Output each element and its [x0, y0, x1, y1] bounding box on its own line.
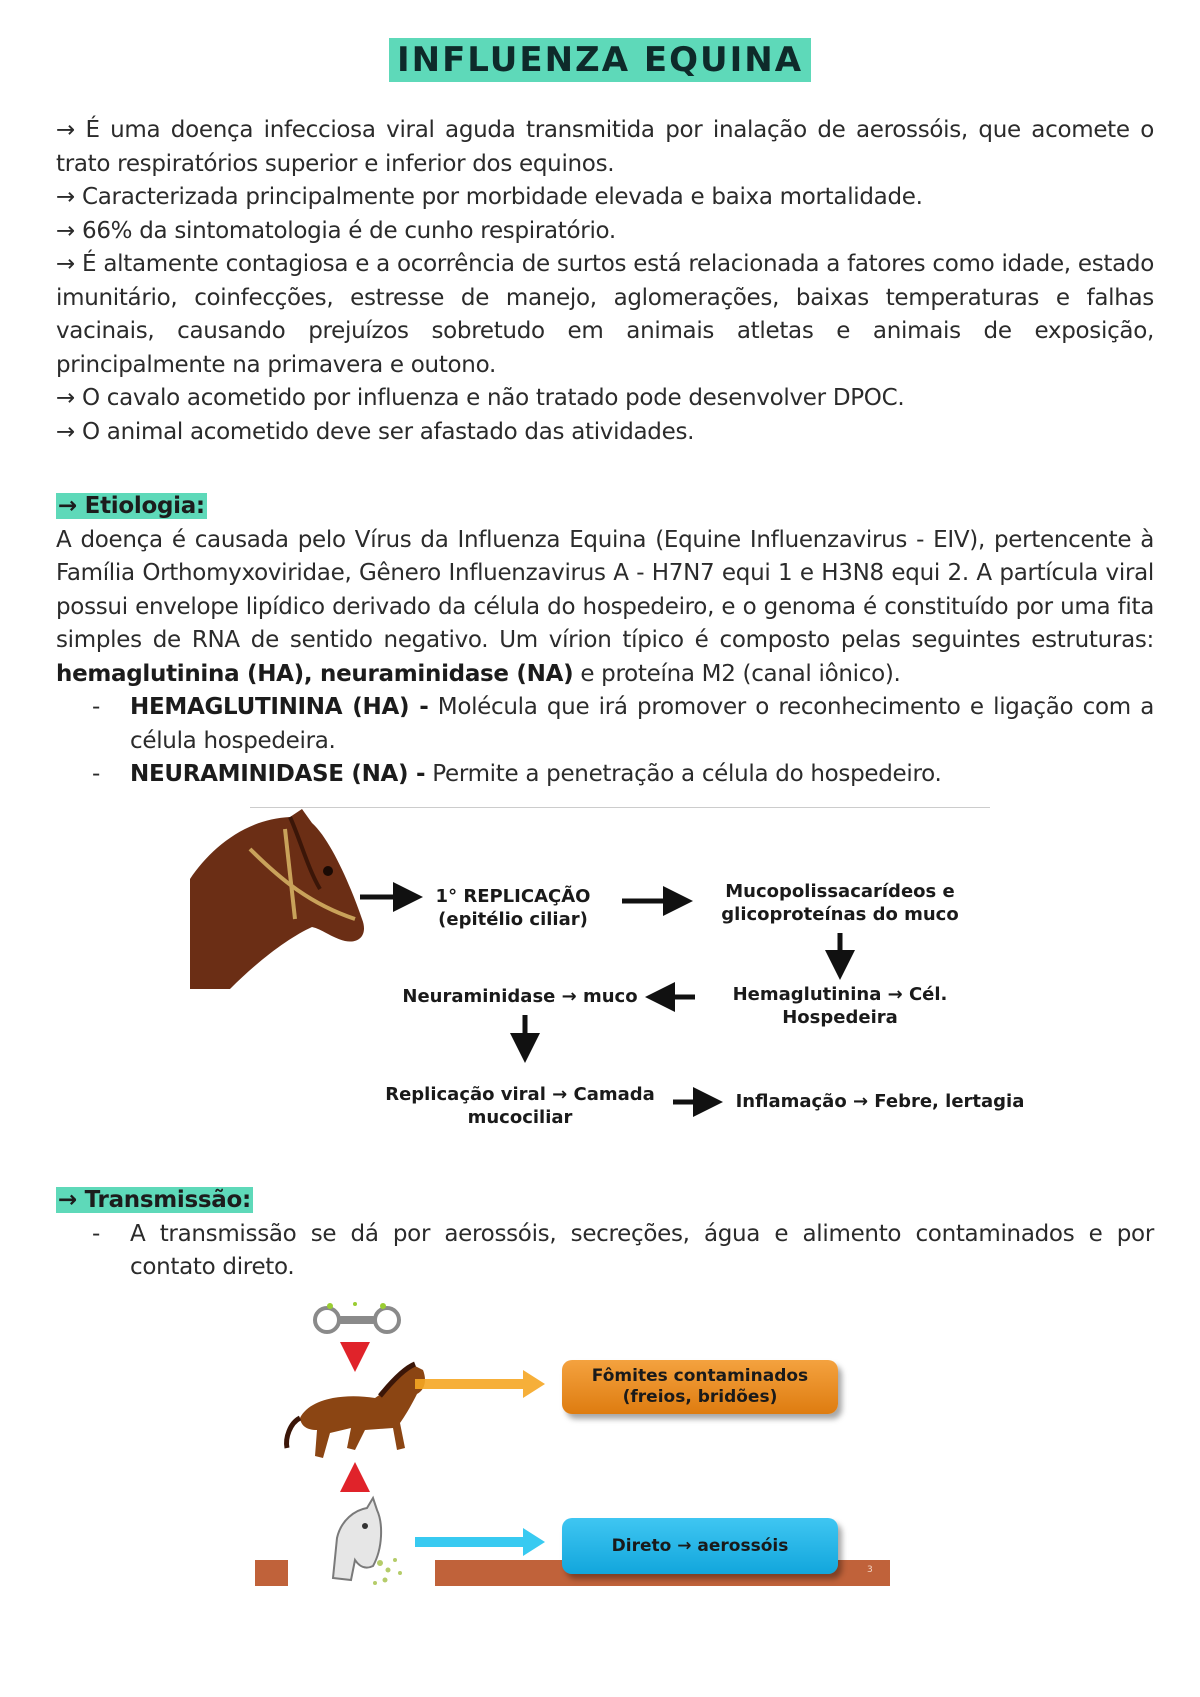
list-item — [56, 691, 1154, 758]
step-neuraminidase — [385, 985, 655, 1008]
box-text: Direto → aerossóis — [611, 1535, 789, 1556]
intro-line: → É uma doença infecciosa viral aguda transmitida por inalação de aerossóis, que acomete o trato respiratórios superior e inferior dos equinos. — [56, 117, 1154, 177]
step-replicacao-viral — [370, 1083, 670, 1129]
list-item — [56, 1218, 1154, 1285]
etiologia-bold: hemaglutinina (HA), neuraminidase (NA) — [56, 660, 574, 687]
step-text: Neuraminidase → muco — [402, 986, 638, 1007]
triangle-up — [340, 1462, 370, 1492]
etiologia-text-end: e proteína M2 (canal iônico). — [573, 660, 901, 687]
step-text: (epitélio ciliar) — [438, 909, 588, 930]
intro-line: → 66% da sintomatologia é de cunho respiratório. — [56, 217, 616, 244]
step-text: Mucopolissacarídeos e — [725, 881, 955, 902]
step-text: Hemaglutinina → Cél. — [732, 984, 948, 1005]
intro-section — [56, 114, 1154, 449]
step-text: Replicação viral → Camada — [385, 1084, 655, 1105]
running-horse-icon — [287, 1364, 425, 1458]
transmission-diagram — [255, 1298, 925, 1598]
item-desc: Permite a penetração a célula do hospedeiro. — [425, 761, 942, 787]
item-desc: A transmissão se dá por aerossóis, secreções, água e alimento contaminados e por contato direto. — [130, 1220, 1154, 1280]
etiologia-paragraph — [56, 524, 1154, 692]
orange-arrow — [415, 1370, 545, 1398]
step-hemaglutinina — [700, 983, 980, 1029]
transmissao-heading: → Transmissão: — [58, 1187, 251, 1213]
list-item — [56, 758, 1154, 792]
etiologia-text: A doença é causada pelo Vírus da Influenza Equina (Equine Influenzavirus - EIV), pertencente à Família Orthomyxoviridae, Gênero Influenzavirus A - H7N7 equi 1 e H3N8 equi 2. A partícula viral possui envelope lipídico derivado da célula do hospedeiro, e o genoma é constituído por uma fita simples de RNA de sentido negativo. Um vírion típico é composto pelas seguintes estruturas: — [56, 526, 1154, 653]
step-text: mucociliar — [467, 1107, 573, 1128]
step-replicacao — [418, 885, 608, 931]
etiologia-heading: → Etiologia: — [58, 493, 205, 519]
cyan-arrow — [415, 1528, 545, 1556]
step-mucopolissacarideos — [700, 880, 980, 926]
slide-page-mark: 3 — [867, 1565, 873, 1575]
ground-left — [255, 1560, 288, 1586]
fomites-box — [562, 1360, 838, 1414]
replication-diagram — [190, 805, 1050, 1140]
box-text: (freios, bridões) — [622, 1387, 778, 1407]
intro-line: → O animal acometido deve ser afastado das atividades. — [56, 418, 695, 445]
item-term: NEURAMINIDASE (NA) - — [130, 761, 426, 787]
dash-bullet: - — [92, 694, 100, 720]
intro-line: → Caracterizada principalmente por morbidade elevada e baixa mortalidade. — [56, 184, 923, 210]
dash-bullet: - — [92, 761, 100, 787]
transmissao-section — [56, 1184, 1154, 1285]
step-text: Hospedeira — [782, 1007, 898, 1028]
step-inflamacao — [720, 1090, 1040, 1113]
bit-icon — [315, 1302, 399, 1332]
box-text: Fômites contaminados — [591, 1366, 809, 1386]
page-title-wrap — [0, 40, 1200, 80]
intro-line: → É altamente contagiosa e a ocorrência de surtos está relacionada a fatores como idade, estado imunitário, coinfecções, estresse de manejo, aglomerações, baixas temperaturas e falhas vacinais, causando prejuízos sobretudo em animais atletas e animais de exposição, principalmente na primavera e outono. — [56, 251, 1154, 378]
white-horse-head-icon — [333, 1498, 402, 1585]
step-text: Inflamação → Febre, lertagia — [735, 1091, 1025, 1112]
page-title: INFLUENZA EQUINA — [389, 38, 811, 82]
triangle-down — [340, 1342, 370, 1372]
intro-line: → O cavalo acometido por influenza e não tratado pode desenvolver DPOC. — [56, 385, 905, 411]
direto-box — [562, 1518, 838, 1574]
item-term: HEMAGLUTININA (HA) - — [130, 694, 429, 720]
step-text: glicoproteínas do muco — [721, 904, 959, 925]
etiologia-section — [56, 490, 1154, 792]
dash-bullet: - — [92, 1220, 100, 1247]
item-desc: Molécula que irá promover o reconhecimento e ligação com a célula hospedeira. — [130, 694, 1154, 754]
step-text: 1° REPLICAÇÃO — [435, 886, 591, 907]
